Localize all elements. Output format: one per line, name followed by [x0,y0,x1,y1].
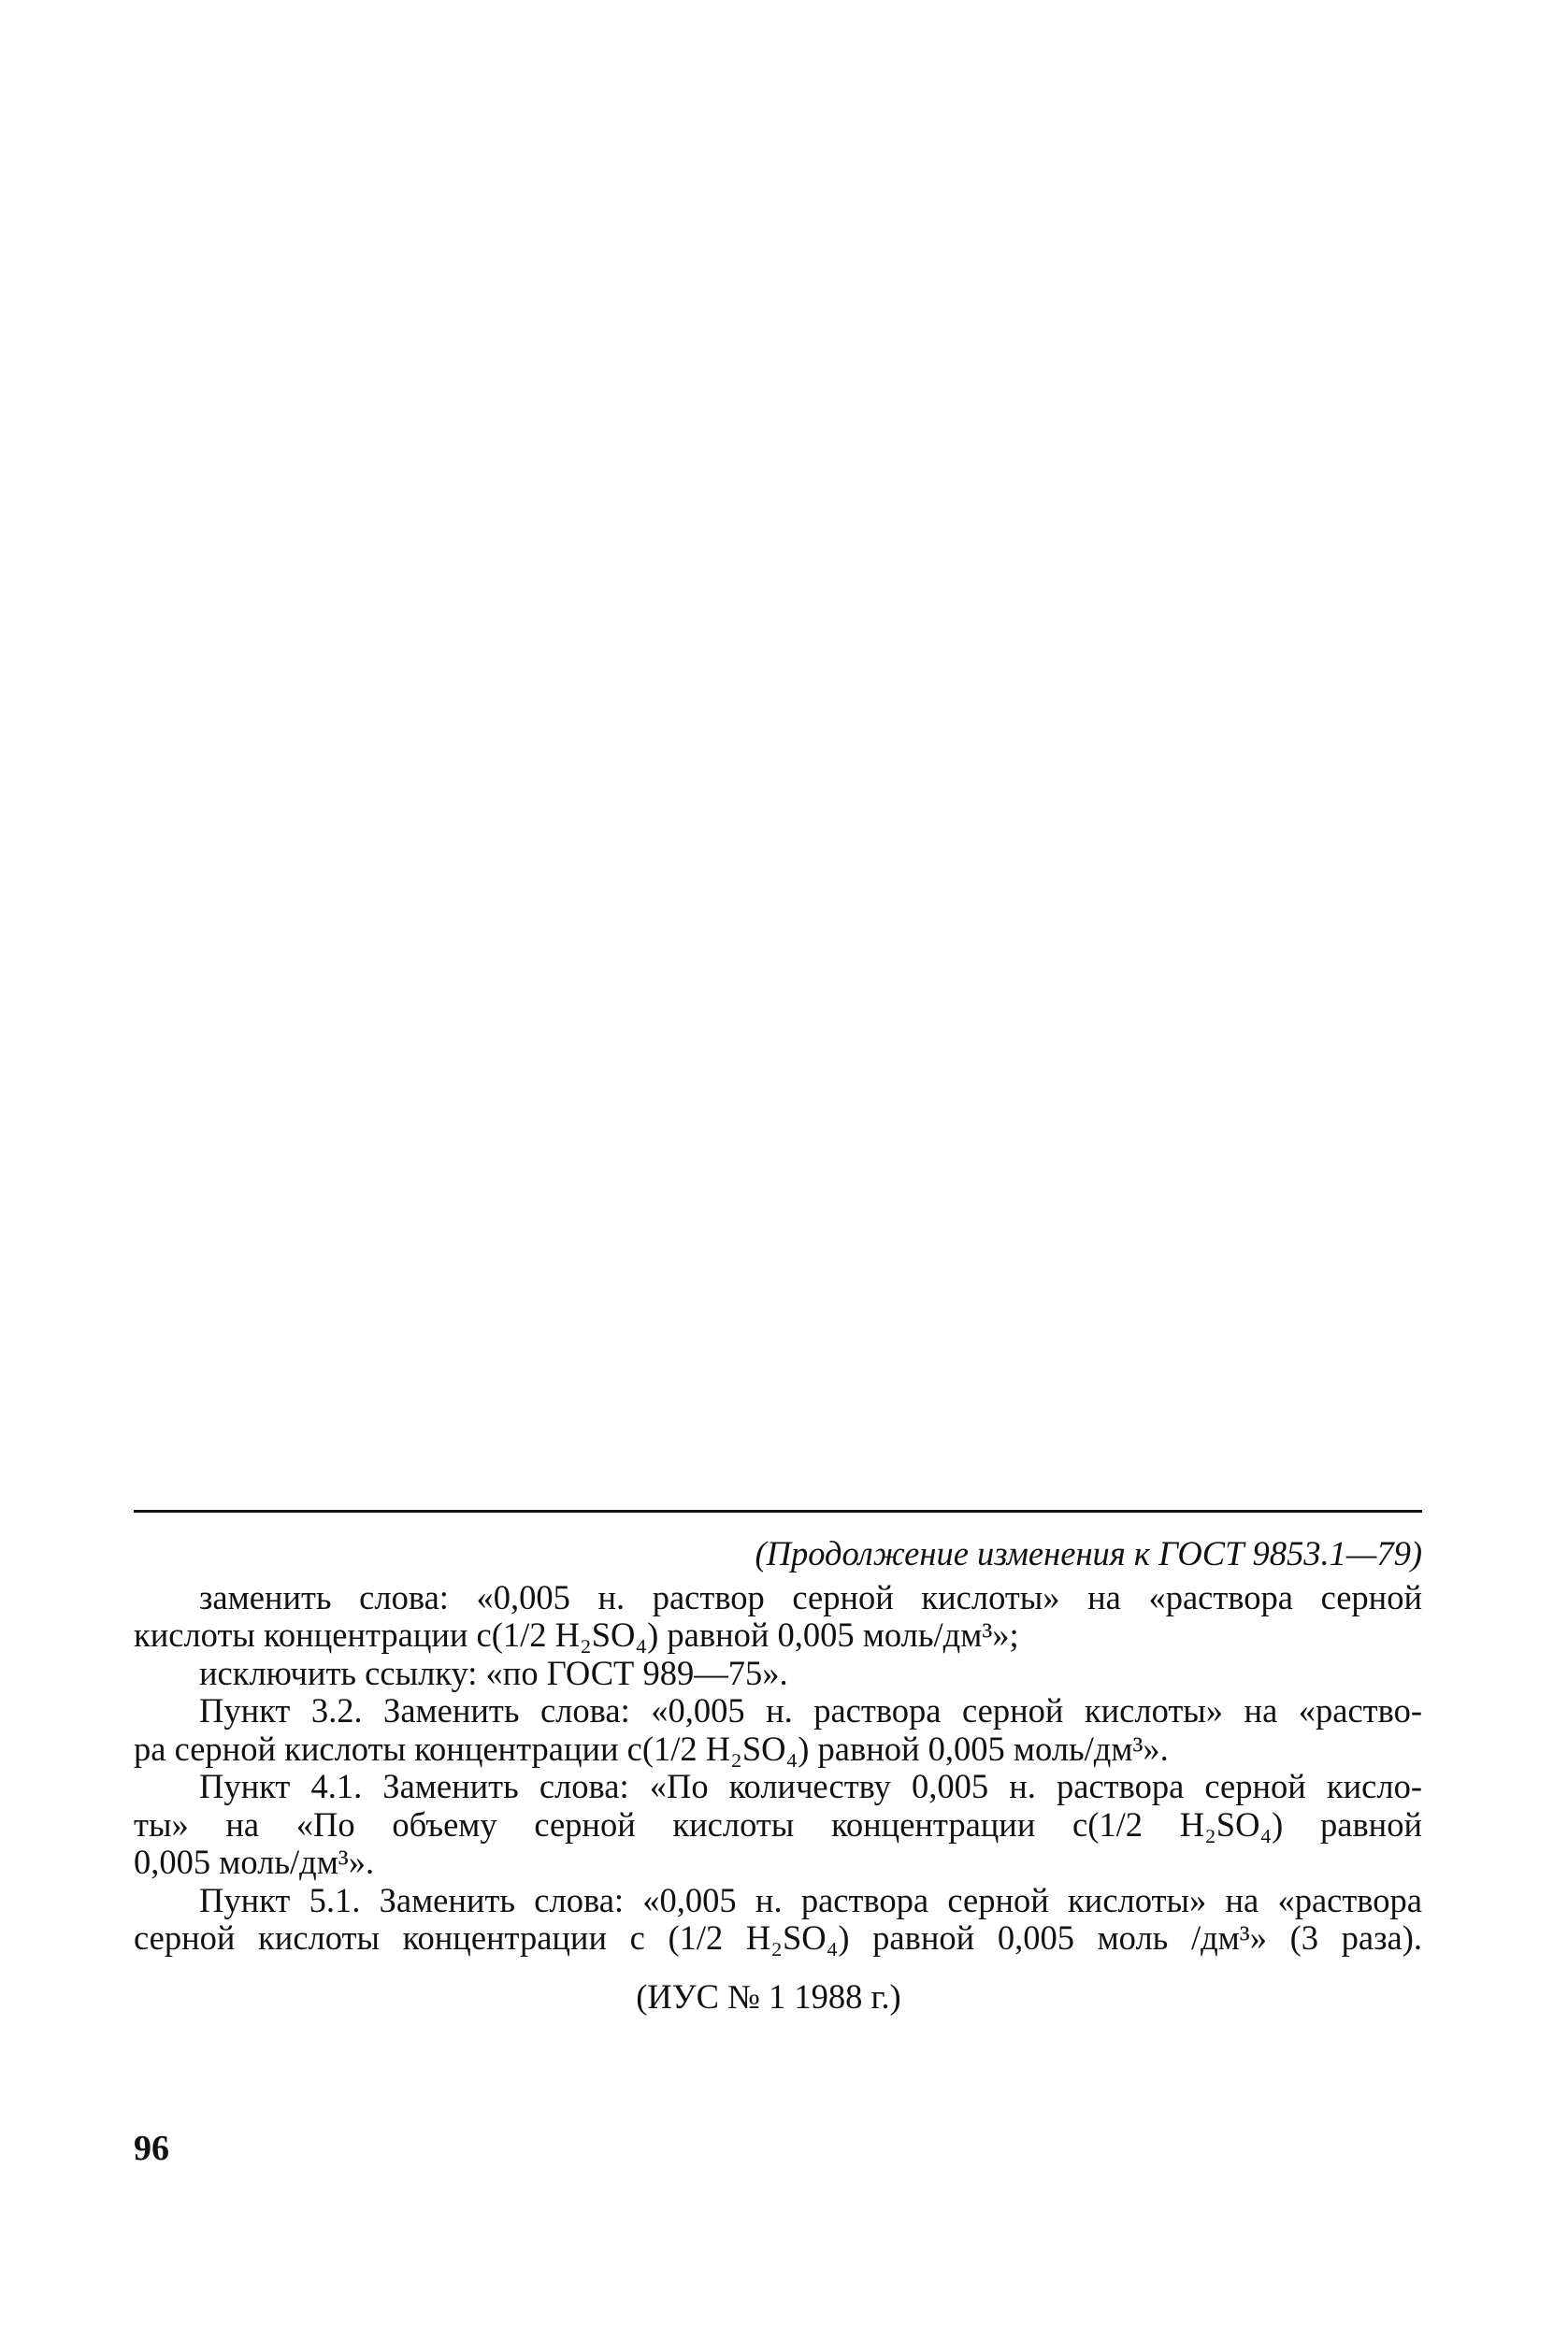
text-line-2: кислоты концентрации c(1/2 H₂SO₄) равной 0,005 моль/дм³»; [134,1616,1019,1654]
text-line-5: ра серной кислоты концентрации c(1/2 H₂SO₄) равной 0,005 моль/дм³». [134,1729,1169,1768]
text-line-10: серной кислоты концентрации c (1/2 H₂SO₄) равной 0,005 моль /дм³» (3 раза). [134,1918,1422,1957]
header-rule [134,1510,1422,1513]
text-line-8: 0,005 моль/дм³». [134,1843,375,1881]
source-note: (ИУС № 1 1988 г.) [636,1976,901,2016]
amendment-text [134,1535,1422,2016]
text-line-7: ты» на «По объему серной кислоты концентрации c(1/2 H₂SO₄) равной [134,1804,1422,1844]
text-line-1: заменить слова: «0,005 н. раствор серной кислоты» на «раствора серной [199,1577,1422,1616]
text-line-4: Пункт 3.2. Заменить слова: «0,005 н. раствора серной кислоты» на «раство- [199,1691,1422,1730]
text-line-3: исключить ссылку: «по ГОСТ 989—75». [199,1653,788,1692]
text-line-9: Пункт 5.1. Заменить слова: «0,005 н. раствора серной кислоты» на «раствора [199,1880,1422,1919]
continuation-header: (Продолжение изменения к ГОСТ 9853.1—79) [755,1534,1422,1573]
page-number: 96 [134,2129,169,2168]
text-line-6: Пункт 4.1. Заменить слова: «По количеству 0,005 н. раствора серной кисло- [199,1767,1422,1805]
